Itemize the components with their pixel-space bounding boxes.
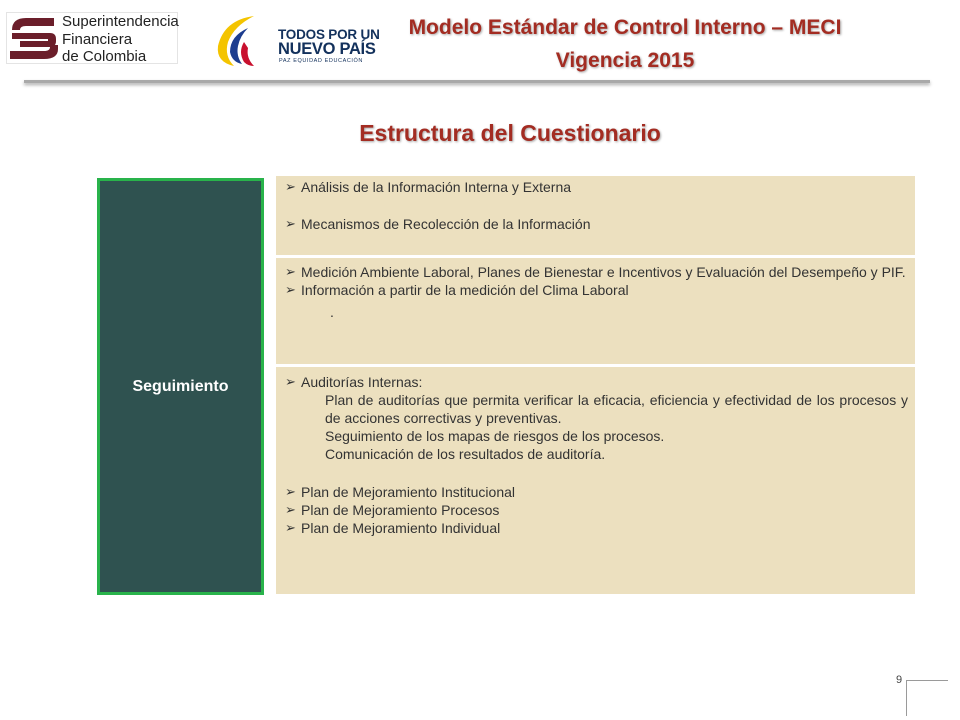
seguimiento-label: Seguimiento (132, 377, 229, 395)
panel-clima-laboral (276, 258, 915, 364)
sub-item: Seguimiento de los mapas de riesgos de los procesos. (325, 428, 665, 444)
list-item-text: Análisis de la Información Interna y Externa (301, 179, 572, 195)
arrow-bullet-icon: ➢ (285, 484, 296, 499)
sub-item: Comunicación de los resultados de auditoría. (325, 446, 606, 462)
list-item-text: Plan de Mejoramiento Institucional (301, 484, 516, 500)
list-item-text: Mecanismos de Recolección de la Información (301, 216, 591, 232)
list-item-text: Plan de Mejoramiento Procesos (301, 502, 500, 518)
superintendencia-name (62, 13, 179, 66)
panel-auditorias (276, 367, 915, 594)
slide-title: Modelo Estándar de Control Interno – MECI (408, 16, 842, 39)
list-item-text: Información a partir de la medición del Clima Laboral (301, 282, 629, 298)
sub-item: Plan de auditorías que permita verificar la eficacia, eficiencia y efectividad de los procesos y de acciones correctivas y preventivas. (325, 392, 908, 426)
arrow-bullet-icon: ➢ (285, 264, 296, 279)
list-item-text: Medición Ambiente Laboral, Planes de Bienestar e Incentivos y Evaluación del Desempeño y PIF. (301, 264, 906, 280)
arrow-bullet-icon: ➢ (285, 282, 296, 297)
gov-logo-line1: TODOS POR UN (278, 27, 380, 42)
spacer (285, 463, 908, 483)
gov-logo-tagline: PAZ EQUIDAD EDUCACIÓN (279, 58, 364, 64)
seguimiento-box (97, 178, 264, 595)
list-item-text: Auditorías Internas: (301, 374, 423, 390)
list-item (285, 281, 908, 299)
list-item-text: Plan de Mejoramiento Individual (301, 520, 501, 536)
list-item (285, 519, 908, 537)
list-item (285, 215, 908, 233)
list-item (285, 501, 908, 519)
panel-analisis (276, 176, 915, 255)
gov-logo-line2: NUEVO PAÍS (278, 40, 376, 58)
header-divider (24, 80, 930, 83)
arrow-bullet-icon: ➢ (285, 502, 296, 517)
list-item (285, 178, 908, 196)
page-number: 9 (895, 674, 903, 686)
org-name-line: Superintendencia (62, 13, 179, 30)
arrow-bullet-icon: ➢ (285, 520, 296, 535)
arrow-bullet-icon: ➢ (285, 179, 296, 194)
org-name-line: de Colombia (62, 48, 147, 65)
section-title: Estructura del Cuestionario (359, 120, 661, 146)
list-item (285, 373, 908, 391)
org-name-line: Financiera (62, 30, 133, 48)
corner-mark (906, 680, 907, 716)
list-item (285, 263, 908, 281)
spacer (285, 196, 908, 215)
slide-subtitle: Vigencia 2015 (555, 49, 695, 72)
arrow-bullet-icon: ➢ (285, 216, 296, 231)
corner-mark (906, 680, 948, 681)
arrow-bullet-icon: ➢ (285, 374, 296, 389)
stray-mark: . (330, 304, 334, 320)
list-item (285, 483, 908, 501)
